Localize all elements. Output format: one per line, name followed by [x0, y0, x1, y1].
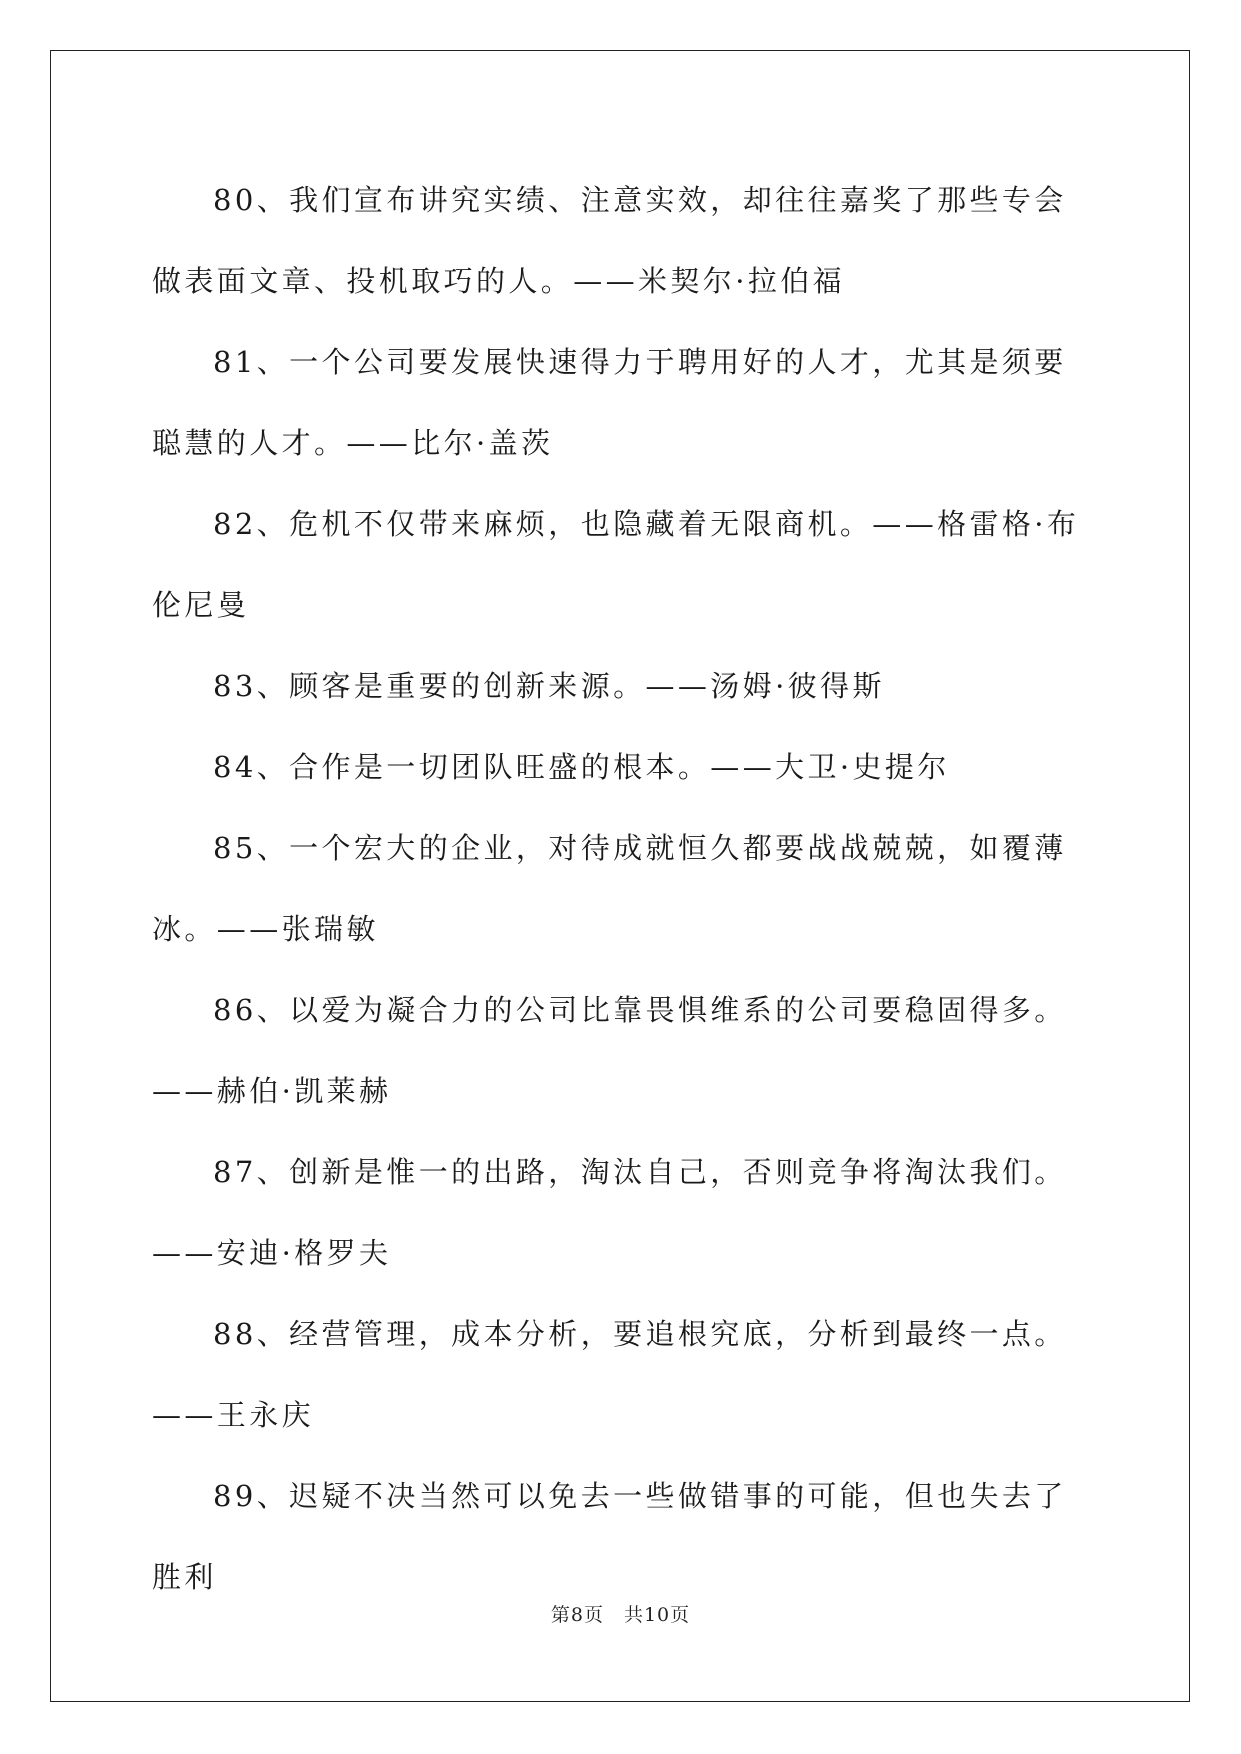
paragraph-81: 81、一个公司要发展快速得力于聘用好的人才，尤其是须要聪慧的人才。——比尔·盖茨	[152, 345, 1067, 460]
paragraph-82: 82、危机不仅带来麻烦，也隐藏着无限商机。——格雷格·布伦尼曼	[152, 507, 1080, 622]
paragraph-89: 89、迟疑不决当然可以免去一些做错事的可能，但也失去了胜利	[152, 1479, 1067, 1594]
paragraph-87: 87、创新是惟一的出路，淘汰自己，否则竞争将淘汰我们。——安迪·格罗夫	[152, 1155, 1067, 1270]
paragraph-88: 88、经营管理，成本分析，要追根究底，分析到最终一点。——王永庆	[152, 1317, 1067, 1432]
paragraph-85: 85、一个宏大的企业，对待成就恒久都要战战兢兢，如覆薄冰。——张瑞敏	[152, 831, 1067, 946]
paragraph-84: 84、合作是一切团队旺盛的根本。——大卫·史提尔	[213, 750, 950, 784]
page-number-footer: 第8页 共10页	[550, 1604, 691, 1626]
paragraph-86: 86、以爱为凝合力的公司比靠畏惧维系的公司要稳固得多。——赫伯·凯莱赫	[152, 993, 1067, 1108]
document-body	[152, 160, 1087, 1618]
paragraph-80: 80、我们宣布讲究实绩、注意实效，却往往嘉奖了那些专会做表面文章、投机取巧的人。——米契尔·拉伯福	[152, 183, 1067, 298]
paragraph-83: 83、顾客是重要的创新来源。——汤姆·彼得斯	[213, 669, 885, 703]
